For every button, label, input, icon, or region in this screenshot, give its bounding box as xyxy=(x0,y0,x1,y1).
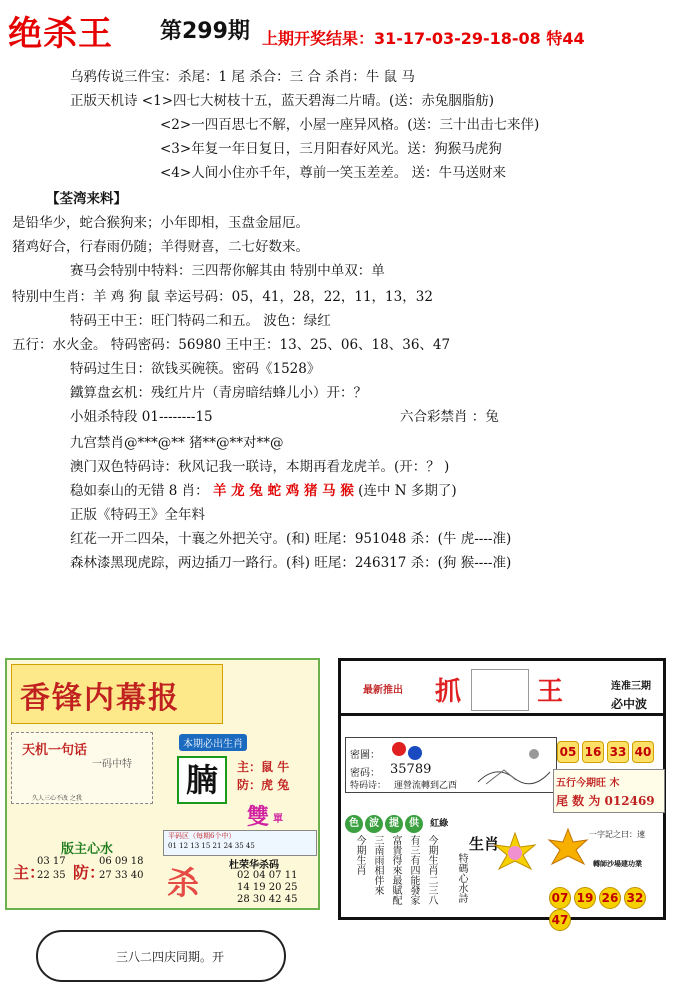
text-line: 赛马会特别中特料：三四帮你解其由 特别中单双：单 xyxy=(70,263,385,279)
blue-ball-icon xyxy=(408,746,422,760)
zodiac-banner: 本期必出生肖 xyxy=(179,734,247,751)
red-ball-icon xyxy=(392,742,406,756)
bottom-numbers xyxy=(549,887,663,931)
star-burst-icon xyxy=(547,827,589,869)
fang2-values: 虎 兔 xyxy=(261,778,290,792)
kill-row: 14 19 20 25 xyxy=(237,882,298,893)
zhu2-row xyxy=(237,758,289,775)
top-number: 40 xyxy=(632,741,654,763)
fang2-row xyxy=(237,776,289,793)
tianji-title: 天机一句话 xyxy=(22,743,88,758)
color-tip-row xyxy=(345,811,448,833)
text-line xyxy=(70,482,457,500)
kill-title: 杜荣华杀码 xyxy=(229,860,279,871)
text-line: 森林漆黑现虎踪，两边插刀一路行。(科) 旺尾：246317 杀：(狗 猴----准) xyxy=(70,555,512,571)
column-text: 特碼心水詩 xyxy=(456,853,467,903)
left-panel-title: 香锋内幕报 xyxy=(20,681,180,716)
tip-color: 紅綠 xyxy=(430,819,449,829)
pingma-box xyxy=(163,830,317,856)
zodiac-box xyxy=(165,734,315,828)
section-heading: 【荃湾来料】 xyxy=(46,191,127,207)
shengxiao-label: 生肖 xyxy=(469,835,500,853)
wuxing-box xyxy=(553,769,665,813)
text-line: 红花一开二四朵，十襄之外把关守。(和) 旺尾：951048 杀：(牛 虎----准) xyxy=(70,531,512,547)
big-character: 腩 xyxy=(177,756,227,804)
bottom-number: 26 xyxy=(599,887,621,909)
poem-label: 特码诗： xyxy=(350,781,387,791)
bizhongbo-label: 必中波 xyxy=(611,697,648,711)
wuxing-row xyxy=(556,774,619,789)
host-pick-box xyxy=(11,842,151,904)
text-line: 正版天机诗 <1>四七大树枝十五，蓝天碧海二片晴。(送：赤兔胭脂舫) xyxy=(70,93,495,109)
last-result: 上期开奖结果：31-17-03-29-18-08 特44 xyxy=(262,29,585,48)
column-text: 今期生肖二三八 xyxy=(426,835,437,905)
tip-char: 色 xyxy=(345,815,363,833)
bottom-tip: 轉師沙場建功業 xyxy=(593,859,642,868)
tianji-box xyxy=(11,732,153,804)
yiziji-text: 一字記之曰：速 xyxy=(589,830,645,839)
fang-numbers: 06 09 18 xyxy=(99,856,144,867)
bottom-number: 32 xyxy=(624,887,646,909)
column-text: 三南雨相伴來 xyxy=(372,835,383,895)
text-line: 是铅华少，蛇合猴狗来；小年即相，玉盘金屈厄。 xyxy=(12,215,309,231)
dan-mark: 單 xyxy=(273,814,283,825)
text-line: 特别中生肖：羊 鸡 狗 鼠 幸运号码：05，41，28，22，11，13，32 xyxy=(12,289,433,305)
text-line: 特码王中王：旺门特码二和五。 波色：绿红 xyxy=(70,313,331,329)
tip-char: 提 xyxy=(385,815,403,833)
poem-text: 運營流轉到乙酉 xyxy=(394,781,458,791)
text-line: 六合彩禁肖 ：兔 xyxy=(400,409,499,425)
kill-row: 28 30 42 45 xyxy=(237,894,298,905)
top-number: 33 xyxy=(607,741,629,763)
text-line: <3>年复一年日复日，三月阳春好风光。送：狗猴马虎狗 xyxy=(160,141,502,157)
bottom-number: 19 xyxy=(574,887,596,909)
left-panel xyxy=(5,658,320,910)
text-segment: 稳如泰山的无错 8 肖： xyxy=(70,483,209,499)
text-line: 九宫禁肖@***@** 猪**@**对**@ xyxy=(70,435,284,451)
cloud-text: 三八二四庆同期。开 xyxy=(116,950,225,964)
right-panel-header xyxy=(341,661,663,716)
tip-char: 供 xyxy=(405,815,423,833)
lianzhun-label: 连准三期 xyxy=(611,681,651,692)
mima-code-label: 密码： xyxy=(350,768,380,779)
page-title: 绝杀王 xyxy=(8,14,113,54)
text-line: 猪鸡好合，行春雨仍随；羊得财喜，二七好数来。 xyxy=(12,239,309,255)
fang2-label: 防： xyxy=(237,778,262,792)
zhu-label: 主： xyxy=(13,863,46,882)
column-text: 今期生肖 xyxy=(354,835,365,875)
title-left: 抓 xyxy=(435,677,462,707)
text-line: 小姐杀特段 01--------15 xyxy=(70,409,213,425)
issue-number: 第299期 xyxy=(160,19,250,44)
new-tag: 最新推出 xyxy=(363,685,403,696)
text-line: 特码过生日：欲钱买碗筷。密码《1528》 xyxy=(70,361,321,377)
right-panel xyxy=(338,658,666,927)
fang-numbers-2: 27 33 40 xyxy=(99,870,144,881)
zhu2-label: 主： xyxy=(237,760,262,774)
kill-box xyxy=(163,854,315,906)
column-text: 有三有四能發家 xyxy=(408,835,419,905)
pingma-numbers: 01 12 13 15 21 24 35 45 xyxy=(168,842,255,850)
tiny-note: 久人三心不改 之我 xyxy=(32,795,82,802)
text-line: <2>一四百思七不解，小屋一座异风格。(送：三十出击七来伴) xyxy=(160,117,540,133)
footer-cloud xyxy=(36,930,286,982)
fang-label: 防： xyxy=(73,863,106,882)
mima-code: 35789 xyxy=(390,762,432,777)
bottom-number: 47 xyxy=(549,909,571,931)
wuxing-value: 木 xyxy=(609,778,620,789)
top-number: 16 xyxy=(582,741,604,763)
bottom-number: 07 xyxy=(549,887,571,909)
column-text: 富貴得來最賦配 xyxy=(390,835,401,905)
code-box xyxy=(345,737,557,793)
mima-label: 密圖： xyxy=(350,750,380,761)
weishu-value: 012469 xyxy=(604,794,655,808)
text-segment: (连中 N 多期了) xyxy=(358,483,457,499)
highlight-zodiac: 羊 龙 兔 蛇 鸡 猪 马 猴 xyxy=(212,483,354,499)
text-line: 五行：水火金。 特码密码：56980 王中王：13、25、06、18、36、47 xyxy=(12,337,451,353)
zhu-numbers-2: 22 35 xyxy=(37,870,66,881)
text-line: 澳门双色特码诗：秋风记我一联诗，本期再看龙虎羊。(开：？ ) xyxy=(70,459,450,475)
text-line: 鐵算盘玄机：残红片片（青房暗结蜂儿小）开：？ xyxy=(70,385,367,401)
kill-row: 02 04 07 11 xyxy=(237,870,298,881)
top-number: 05 xyxy=(557,741,579,763)
wuxing-label: 五行今期旺 xyxy=(556,778,606,789)
zhu2-values: 鼠 牛 xyxy=(261,760,290,774)
left-panel-header xyxy=(11,664,223,724)
landscape-illustration xyxy=(476,744,552,788)
tianji-subtitle: 一码中特 xyxy=(92,759,132,770)
title-blank xyxy=(471,669,529,711)
tip-char: 波 xyxy=(365,815,383,833)
shuang-mark: 雙 xyxy=(247,804,270,830)
title-right: 王 xyxy=(537,677,564,707)
sun-burst-icon xyxy=(493,831,537,875)
zhu-numbers: 03 17 xyxy=(37,856,66,867)
text-line: <4>人间小住亦千年，尊前一笑玉差差。 送：牛马送财来 xyxy=(160,165,507,181)
weishu-row xyxy=(556,792,655,809)
text-line: 正版《特码王》全年料 xyxy=(70,507,205,523)
weishu-label: 尾 数 为 xyxy=(556,794,601,808)
sha-mark: 杀 xyxy=(167,864,200,902)
pingma-label: 平码区（每期6个中） xyxy=(168,832,236,840)
top-numbers xyxy=(557,741,657,763)
host-pick-title: 版主心水 xyxy=(61,842,114,857)
text-line: 乌鸦传说三件宝：杀尾：1 尾 杀合：三 合 杀肖：牛 鼠 马 xyxy=(70,69,415,85)
